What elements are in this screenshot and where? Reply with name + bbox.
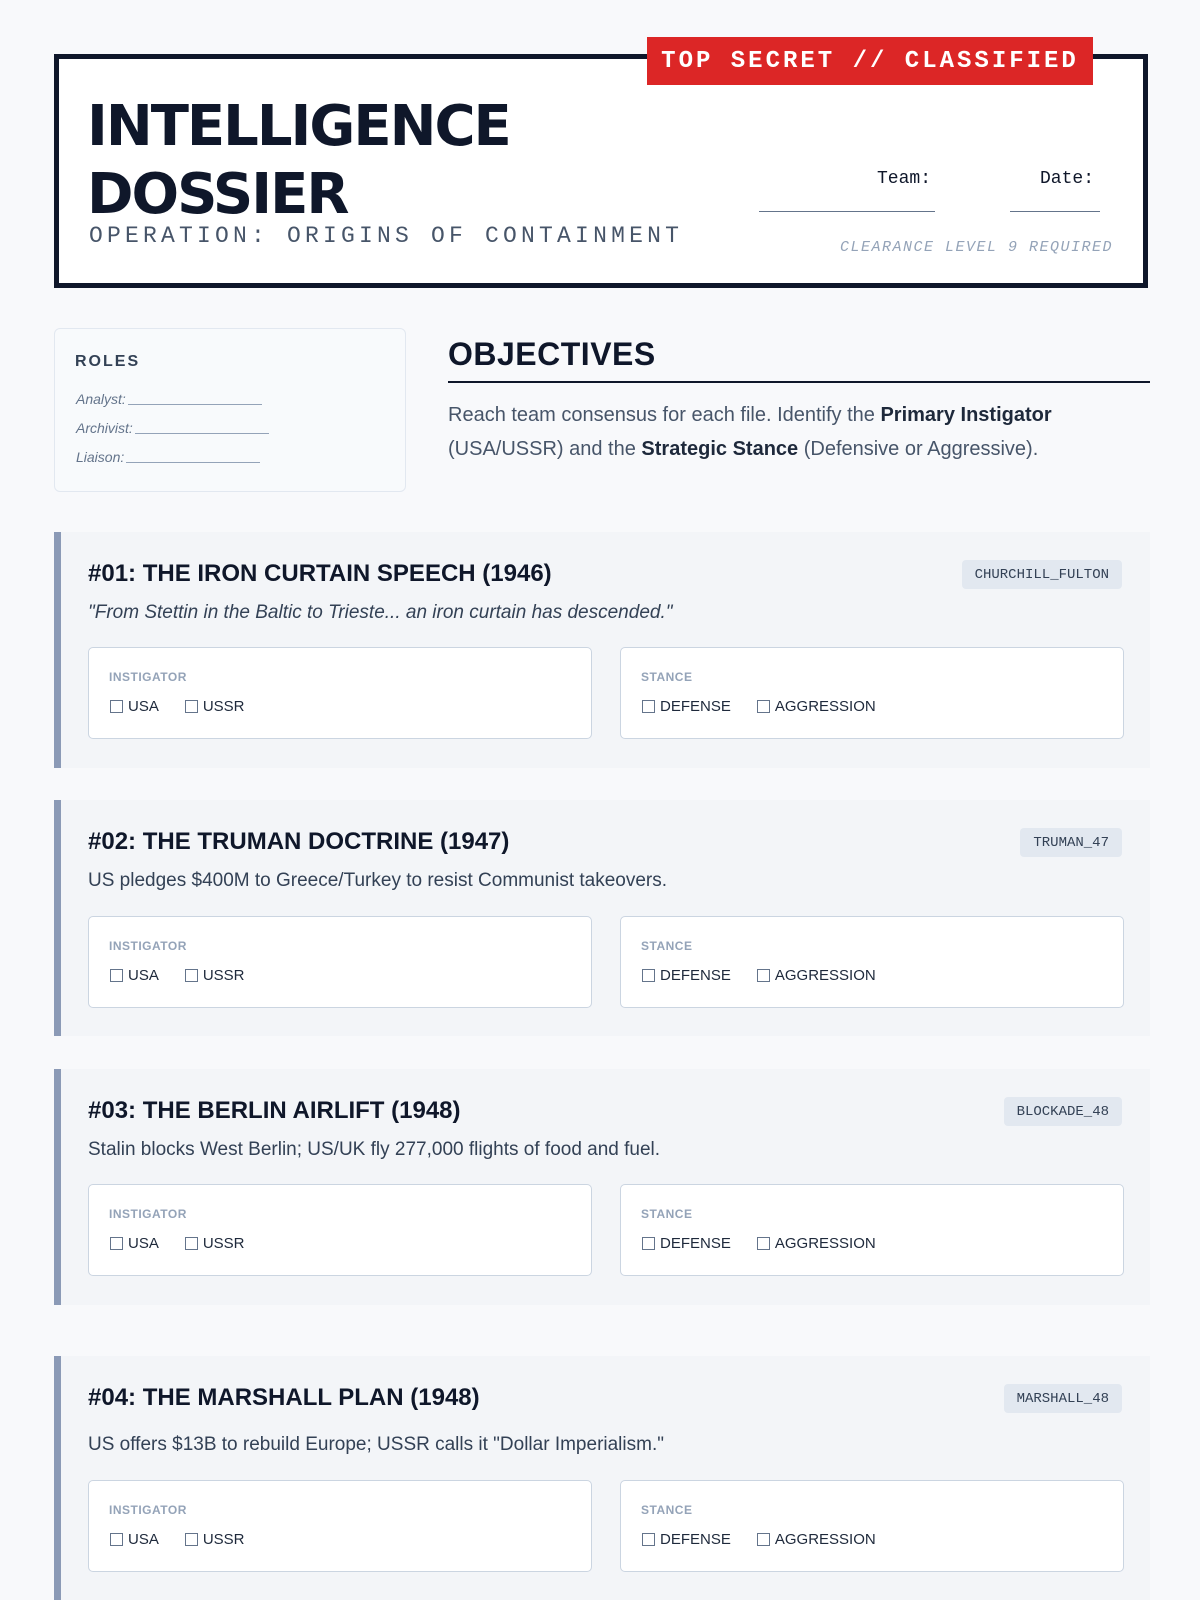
option-label: USA [128, 698, 159, 715]
file-title: #01: THE IRON CURTAIN SPEECH (1946) [88, 560, 552, 587]
checkbox[interactable] [185, 969, 198, 982]
objectives-text-part: Reach team consensus for each file. Identify the [448, 404, 881, 426]
file-description: US offers $13B to rebuild Europe; USSR calls it "Dollar Imperialism." [88, 1434, 664, 1455]
checkbox[interactable] [642, 700, 655, 713]
role-label: Analyst: [76, 391, 126, 407]
file-description: Stalin blocks West Berlin; US/UK fly 277,000 flights of food and fuel. [88, 1139, 661, 1160]
file-card [54, 532, 1150, 768]
instigator-label: INSTIGATOR [109, 1503, 187, 1517]
checkbox[interactable] [185, 1237, 198, 1250]
file-code-badge: MARSHALL_48 [1004, 1384, 1122, 1413]
option-label: AGGRESSION [774, 1235, 876, 1252]
option-label: USA [128, 1531, 159, 1548]
file-title: #04: THE MARSHALL PLAN (1948) [88, 1384, 480, 1411]
option-label: USA [128, 1235, 159, 1252]
option-label: DEFENSE [660, 1235, 731, 1252]
stance-box [620, 1480, 1124, 1572]
checkbox[interactable] [757, 1237, 770, 1250]
option-label: AGGRESSION [774, 1531, 876, 1548]
file-title: #03: THE BERLIN AIRLIFT (1948) [88, 1097, 461, 1124]
clearance-note: CLEARANCE LEVEL 9 REQUIRED [839, 239, 1113, 256]
option-usa[interactable] [110, 1531, 159, 1548]
option-label: DEFENSE [660, 698, 731, 715]
classified-banner: TOP SECRET // CLASSIFIED [647, 37, 1093, 85]
checkbox[interactable] [185, 1533, 198, 1546]
option-aggression[interactable] [757, 698, 876, 715]
objectives-text-part: (USA/USSR) and the [448, 438, 642, 460]
team-field[interactable] [759, 211, 935, 212]
instigator-box [88, 647, 592, 739]
file-title: #02: THE TRUMAN DOCTRINE (1947) [88, 828, 510, 855]
stance-box [620, 1184, 1124, 1276]
option-aggression[interactable] [757, 1235, 876, 1252]
objectives-bold-instigator: Primary Instigator [880, 404, 1052, 426]
instigator-box [88, 1184, 592, 1276]
checkbox[interactable] [757, 700, 770, 713]
page-title [87, 93, 510, 229]
instigator-box [88, 916, 592, 1008]
checkbox[interactable] [185, 700, 198, 713]
option-usa[interactable] [110, 698, 159, 715]
instigator-box [88, 1480, 592, 1572]
option-defense[interactable] [642, 1235, 731, 1252]
option-aggression[interactable] [757, 1531, 876, 1548]
date-label: Date: [1040, 169, 1095, 189]
checkbox[interactable] [642, 1237, 655, 1250]
objectives-text [448, 398, 1138, 466]
option-ussr[interactable] [185, 1235, 245, 1252]
checkbox[interactable] [642, 969, 655, 982]
checkbox[interactable] [642, 1533, 655, 1546]
checkbox[interactable] [110, 969, 123, 982]
stance-box [620, 916, 1124, 1008]
roles-title: ROLES [75, 353, 141, 370]
option-label: USSR [202, 1531, 245, 1548]
file-code-badge: TRUMAN_47 [1020, 828, 1122, 857]
option-label: USSR [202, 1235, 245, 1252]
checkbox[interactable] [757, 969, 770, 982]
file-code-badge: CHURCHILL_FULTON [962, 560, 1122, 589]
stance-label: STANCE [641, 939, 693, 953]
file-description: US pledges $400M to Greece/Turkey to resist Communist takeovers. [88, 870, 668, 891]
role-archivist [76, 420, 269, 436]
role-label: Archivist: [76, 420, 133, 436]
instigator-label: INSTIGATOR [109, 939, 187, 953]
option-label: AGGRESSION [774, 698, 876, 715]
file-description: "From Stettin in the Baltic to Trieste... an iron curtain has descended." [88, 602, 673, 623]
objectives-bold-stance: Strategic Stance [641, 438, 799, 460]
operation-subtitle: OPERATION: ORIGINS OF CONTAINMENT [89, 223, 684, 249]
option-defense[interactable] [642, 1531, 731, 1548]
file-code-badge: BLOCKADE_48 [1004, 1097, 1122, 1126]
option-ussr[interactable] [185, 1531, 245, 1548]
instigator-label: INSTIGATOR [109, 1207, 187, 1221]
checkbox[interactable] [757, 1533, 770, 1546]
option-label: AGGRESSION [774, 967, 876, 984]
role-liaison-field[interactable] [126, 462, 260, 463]
option-usa[interactable] [110, 1235, 159, 1252]
role-label: Liaison: [76, 449, 125, 465]
file-card [54, 1356, 1150, 1600]
option-label: USA [128, 967, 159, 984]
objectives-divider [448, 381, 1150, 383]
file-card [54, 800, 1150, 1036]
team-label: Team: [877, 169, 932, 189]
roles-panel [54, 328, 406, 492]
option-usa[interactable] [110, 967, 159, 984]
role-analyst-field[interactable] [128, 404, 262, 405]
option-ussr[interactable] [185, 698, 245, 715]
option-label: USSR [202, 698, 245, 715]
file-card [54, 1069, 1150, 1305]
option-defense[interactable] [642, 967, 731, 984]
role-archivist-field[interactable] [135, 433, 269, 434]
date-field[interactable] [1010, 211, 1100, 212]
role-analyst [76, 391, 262, 407]
option-label: DEFENSE [660, 967, 731, 984]
option-aggression[interactable] [757, 967, 876, 984]
checkbox[interactable] [110, 1237, 123, 1250]
objectives-title: OBJECTIVES [448, 336, 656, 372]
stance-label: STANCE [641, 670, 693, 684]
option-label: USSR [202, 967, 245, 984]
checkbox[interactable] [110, 700, 123, 713]
title-line-2: DOSSIER [87, 162, 348, 227]
option-ussr[interactable] [185, 967, 245, 984]
objectives-text-part: (Defensive or Aggressive). [798, 438, 1039, 460]
role-liaison [76, 449, 260, 465]
checkbox[interactable] [110, 1533, 123, 1546]
stance-label: STANCE [641, 1503, 693, 1517]
instigator-label: INSTIGATOR [109, 670, 187, 684]
title-line-1: INTELLIGENCE [87, 94, 510, 159]
option-label: DEFENSE [660, 1531, 731, 1548]
dossier-header [54, 47, 1148, 288]
option-defense[interactable] [642, 698, 731, 715]
stance-box [620, 647, 1124, 739]
stance-label: STANCE [641, 1207, 693, 1221]
